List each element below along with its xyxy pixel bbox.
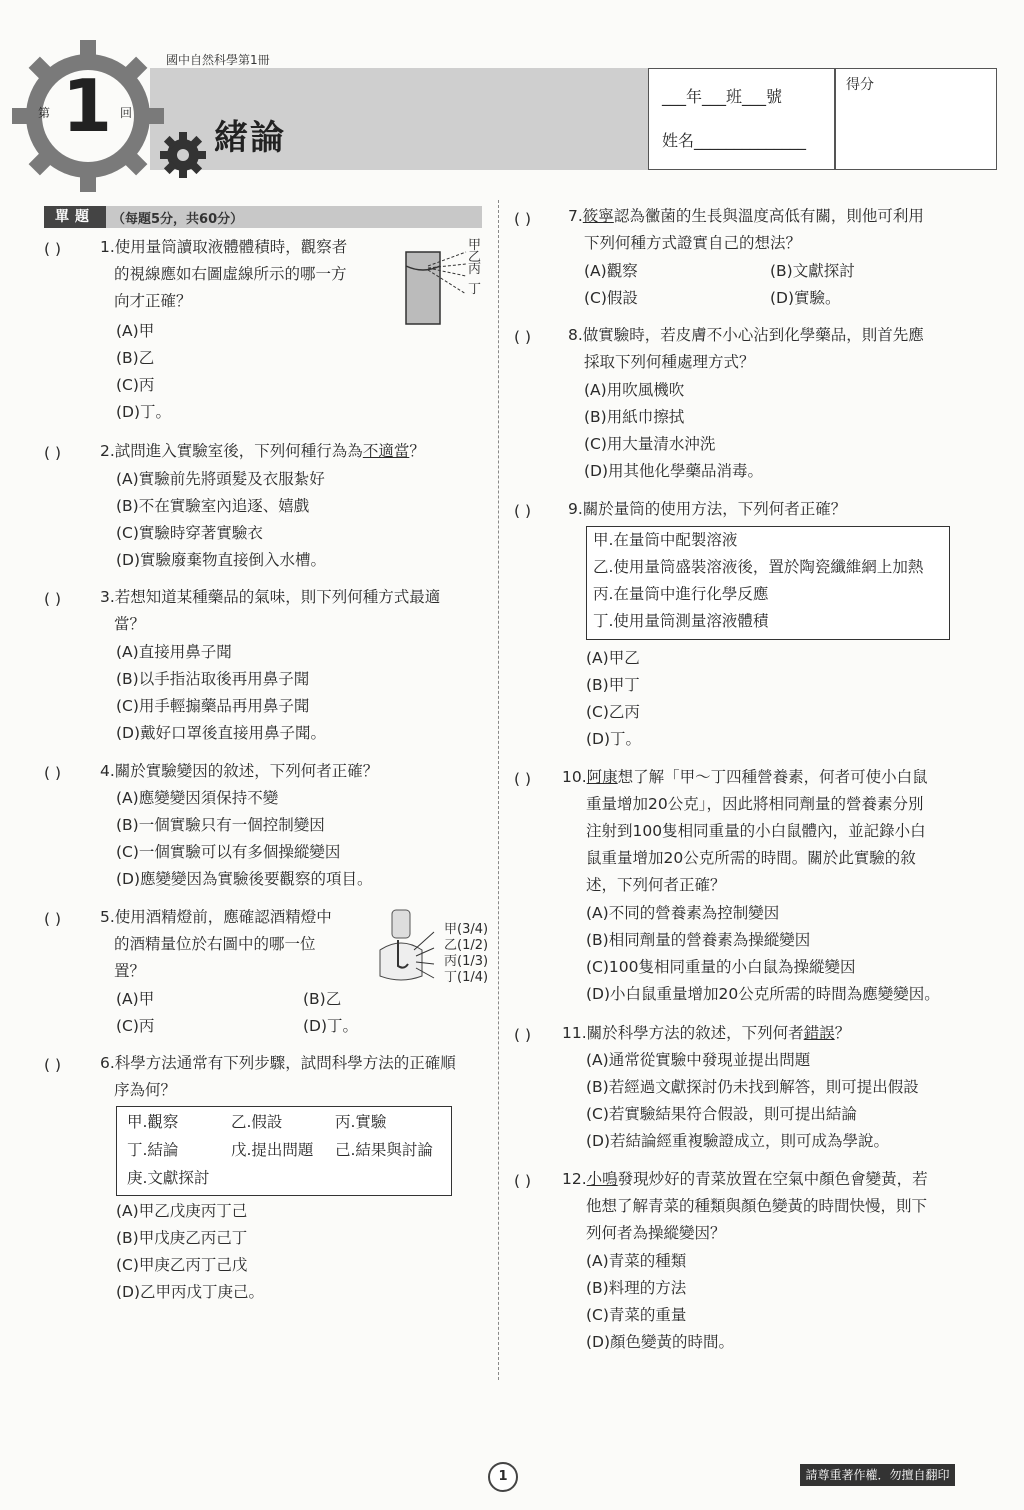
option[interactable]: (D)實驗。: [770, 289, 841, 307]
options-1: [116, 318, 171, 426]
question-text: 試問進入實驗室後，下列何種行為為: [114, 442, 363, 460]
question-number: 8.: [568, 326, 583, 344]
option[interactable]: (B)不在實驗室內追逐、嬉戲: [116, 497, 310, 515]
option[interactable]: (A)直接用鼻子聞: [116, 643, 232, 661]
question-text: 下列何種方式證實自己的想法？: [584, 234, 802, 252]
option[interactable]: (C)乙丙: [586, 703, 640, 721]
question-text: ？: [409, 442, 425, 460]
question-text: 當？: [114, 615, 146, 633]
question-text: 注射到100隻相同重量的小白鼠體內，並記錄小白: [586, 822, 926, 840]
question-text: 關於量筒的使用方法，下列何者正確？: [582, 500, 847, 518]
question-number: 7.: [568, 207, 583, 225]
score-label: 得分: [846, 77, 874, 93]
option[interactable]: (D)丁。: [303, 1017, 359, 1035]
answer-blank[interactable]: ( ): [44, 444, 62, 462]
option[interactable]: (B)一個實驗只有一個控制變因: [116, 816, 325, 834]
option[interactable]: (D)應變變因為實驗後要觀察的項目。: [116, 870, 373, 888]
question-emphasis: 錯誤: [803, 1024, 835, 1042]
figure-label: 丁: [468, 282, 482, 297]
option[interactable]: (A)實驗前先將頭髮及衣服紮好: [116, 470, 325, 488]
small-gear-icon: [158, 130, 208, 180]
options-8: [584, 377, 763, 485]
option[interactable]: (B)若經過文獻探討仍未找到解答，則可提出假設: [586, 1078, 919, 1096]
question-number: 10.: [562, 768, 587, 786]
question-text: 鼠重量增加20公克所需的時間。關於此實驗的敘: [586, 849, 916, 867]
option[interactable]: (C)實驗時穿著實驗衣: [116, 524, 263, 542]
question-number: 9.: [568, 500, 583, 518]
question-text: 關於實驗變因的敘述，下列何者正確？: [114, 762, 379, 780]
option[interactable]: (B)以手指沾取後再用鼻子聞: [116, 670, 310, 688]
option[interactable]: (A)甲: [116, 322, 155, 340]
question-text: 重量增加20公克」，因此將相同劑量的營養素分別: [586, 795, 924, 813]
statements-box: [586, 526, 950, 640]
option[interactable]: (D)實驗廢棄物直接倒入水槽。: [116, 551, 327, 569]
step: 丙.實驗: [335, 1113, 387, 1131]
question-8: [568, 322, 924, 376]
question-number: 12.: [562, 1170, 587, 1188]
option[interactable]: (D)顏色變黃的時間。: [586, 1333, 735, 1351]
figure-label: 丙: [468, 262, 482, 277]
step: 己.結果與討論: [335, 1141, 433, 1159]
option[interactable]: (A)甲: [116, 990, 155, 1008]
statement: 丙.在量筒中進行化學反應: [593, 585, 769, 603]
answer-blank[interactable]: ( ): [514, 502, 532, 520]
question-text: 採取下列何種處理方式？: [584, 353, 755, 371]
answer-blank[interactable]: ( ): [44, 1056, 62, 1074]
question-6: [100, 1050, 456, 1104]
option[interactable]: (D)丁。: [116, 403, 172, 421]
question-10: [562, 764, 928, 899]
question-9: [568, 496, 846, 523]
figure-label: 乙: [468, 250, 482, 265]
answer-blank[interactable]: ( ): [44, 590, 62, 608]
option[interactable]: (B)甲丁: [586, 676, 640, 694]
option[interactable]: (B)乙: [116, 349, 155, 367]
section-tag: 單題: [44, 206, 106, 228]
options-7: [584, 258, 944, 312]
option[interactable]: (A)青菜的種類: [586, 1252, 687, 1270]
steps-box: [116, 1106, 452, 1196]
options-10: [586, 900, 940, 1008]
option[interactable]: (C)丙: [116, 1017, 155, 1035]
question-text: 他想了解青菜的種類與顏色變黃的時間快慢，則下: [586, 1197, 928, 1215]
round-prefix: 第: [38, 106, 51, 120]
question-7: [568, 203, 924, 257]
round-number: 1: [62, 64, 113, 148]
options-9: [586, 645, 641, 753]
question-text: 認為黴菌的生長與溫度高低有關，則他可利用: [613, 207, 924, 225]
graduated-cylinder-figure: [398, 238, 488, 328]
option[interactable]: (D)戴好口罩後直接用鼻子聞。: [116, 724, 327, 742]
options-5: [116, 986, 476, 1040]
option[interactable]: (C)用手輕搧藥品再用鼻子聞: [116, 697, 310, 715]
question-text: 想了解「甲～丁四種營養素，何者可使小白鼠: [617, 768, 928, 786]
option[interactable]: (D)丁。: [586, 730, 642, 748]
step: 甲.觀察: [127, 1113, 179, 1131]
option[interactable]: (D)用其他化學藥品消毒。: [584, 462, 764, 480]
question-emphasis: 不適當: [362, 442, 410, 460]
option[interactable]: (D)乙甲丙戊丁庚己。: [116, 1283, 265, 1301]
options-12: [586, 1248, 734, 1356]
question-text: ？: [834, 1024, 851, 1042]
options-4: [116, 785, 373, 893]
option[interactable]: (C)丙: [116, 376, 155, 394]
options-2: [116, 466, 326, 574]
question-text: 做實驗時，若皮膚不小心沾到化學藥品，則首先應: [582, 326, 924, 344]
question-3: [100, 584, 440, 638]
options-3: [116, 639, 326, 747]
question-1: [100, 234, 347, 315]
question-text: 若想知道某種藥品的氣味，則下列何種方式最適: [114, 588, 441, 606]
option[interactable]: (A)通常從實驗中發現並提出問題: [586, 1051, 811, 1069]
option[interactable]: (A)甲乙: [586, 649, 640, 667]
answer-blank[interactable]: ( ): [514, 328, 532, 346]
option[interactable]: (C)假設: [584, 289, 638, 307]
option[interactable]: (A)應變變因須保持不變: [116, 789, 279, 807]
option[interactable]: (D)若結論經重複驗證成立，則可成為學說。: [586, 1132, 890, 1150]
question-4: [100, 758, 378, 785]
answer-blank[interactable]: ( ): [44, 240, 62, 258]
option[interactable]: (B)乙: [303, 990, 342, 1008]
question-number: 1.: [100, 238, 115, 256]
option[interactable]: (B)甲戊庚乙丙己丁: [116, 1229, 248, 1247]
person-name: 筱寧: [582, 207, 614, 225]
option[interactable]: (C)一個實驗可以有多個操縱變因: [116, 843, 341, 861]
options-6: [116, 1198, 264, 1306]
option[interactable]: (B)料理的方法: [586, 1279, 687, 1297]
person-name: 阿康: [586, 768, 618, 786]
question-number: 11.: [562, 1024, 587, 1042]
series-title: 國中自然科學第1冊: [166, 53, 270, 67]
step: 庚.文獻探討: [127, 1169, 210, 1187]
option[interactable]: (C)用大量清水沖洗: [584, 435, 716, 453]
statement: 丁.使用量筒測量溶液體積: [593, 612, 769, 630]
options-11: [586, 1047, 919, 1155]
class-line[interactable]: ___年___班___號: [662, 87, 783, 106]
answer-blank[interactable]: ( ): [44, 764, 62, 782]
answer-blank[interactable]: ( ): [44, 910, 62, 928]
figure-label: 甲: [468, 238, 482, 253]
question-text: 科學方法通常有下列步驟，試問科學方法的正確順: [114, 1054, 456, 1072]
option[interactable]: (A)用吹風機吹: [584, 381, 685, 399]
question-text: 關於科學方法的敘述，下列何者: [586, 1024, 804, 1042]
name-label: 姓名: [662, 131, 695, 150]
statement: 甲.在量筒中配製溶液: [593, 531, 738, 549]
option[interactable]: (B)相同劑量的營養素為操縱變因: [586, 931, 811, 949]
question-text: 使用量筒讀取液體體積時，觀察者: [114, 238, 348, 256]
step: 戊.提出問題: [231, 1141, 314, 1159]
question-text: 置？: [114, 962, 146, 980]
section-bar: [44, 206, 482, 228]
answer-blank[interactable]: ( ): [514, 770, 532, 788]
question-number: 3.: [100, 588, 115, 606]
section-note: （每題5分，共60分）: [112, 212, 244, 227]
question-12: [562, 1166, 928, 1247]
answer-blank[interactable]: ( ): [514, 1172, 532, 1190]
person-name: 小鳴: [586, 1170, 618, 1188]
page-number: 1: [488, 1462, 518, 1492]
option[interactable]: (B)用紙巾擦拭: [584, 408, 685, 426]
option[interactable]: (B)文獻探討: [770, 262, 855, 280]
question-number: 5.: [100, 908, 115, 926]
question-text: 的酒精量位於右圖中的哪一位: [114, 935, 316, 953]
option[interactable]: (C)甲庚乙丙丁己戊: [116, 1256, 248, 1274]
option[interactable]: (C)青菜的重量: [586, 1306, 687, 1324]
option[interactable]: (D)小白鼠重量增加20公克所需的時間為應變變因。: [586, 985, 940, 1003]
round-suffix: 回: [120, 106, 133, 120]
question-text: 的視線應如右圖虛線所示的哪一方: [114, 265, 347, 283]
step: 乙.假設: [231, 1113, 283, 1131]
question-text: 序為何？: [114, 1081, 177, 1099]
question-11: [562, 1020, 850, 1047]
figure-label: 甲(3/4): [444, 922, 489, 937]
answer-blank[interactable]: ( ): [514, 210, 532, 228]
statement: 乙.使用量筒盛裝溶液後，置於陶瓷纖維網上加熱: [593, 558, 924, 576]
question-number: 2.: [100, 442, 115, 460]
chapter-title: 緒論: [214, 118, 286, 158]
question-text: 述，下列何者正確？: [586, 876, 726, 894]
answer-blank[interactable]: ( ): [514, 1026, 532, 1044]
option[interactable]: (A)觀察: [584, 262, 638, 280]
option[interactable]: (A)甲乙戊庚丙丁己: [116, 1202, 248, 1220]
copyright-note: 請尊重著作權．勿擅自翻印: [800, 1464, 955, 1486]
question-number: 6.: [100, 1054, 115, 1072]
column-divider: [498, 200, 499, 1380]
question-number: 4.: [100, 762, 115, 780]
question-text: 列何者為操縱變因？: [586, 1224, 726, 1242]
question-5: [100, 904, 332, 985]
step: 丁.結論: [127, 1141, 179, 1159]
question-2: [100, 438, 425, 465]
figure-label: 丁(1/4): [444, 970, 489, 985]
figure-label: 丙(1/3): [444, 954, 489, 969]
question-text: 發現炒好的青菜放置在空氣中顏色會變黃，若: [617, 1170, 928, 1188]
question-text: 使用酒精燈前，應確認酒精燈中: [114, 908, 332, 926]
option[interactable]: (C)若實驗結果符合假設，則可提出結論: [586, 1105, 857, 1123]
name-line[interactable]: 姓名______________: [662, 131, 807, 150]
option[interactable]: (C)100隻相同重量的小白鼠為操縱變因: [586, 958, 856, 976]
question-text: 向才正確？: [114, 292, 192, 310]
option[interactable]: (A)不同的營養素為控制變因: [586, 904, 780, 922]
alcohol-lamp-figure: [376, 906, 491, 986]
figure-label: 乙(1/2): [444, 938, 489, 953]
